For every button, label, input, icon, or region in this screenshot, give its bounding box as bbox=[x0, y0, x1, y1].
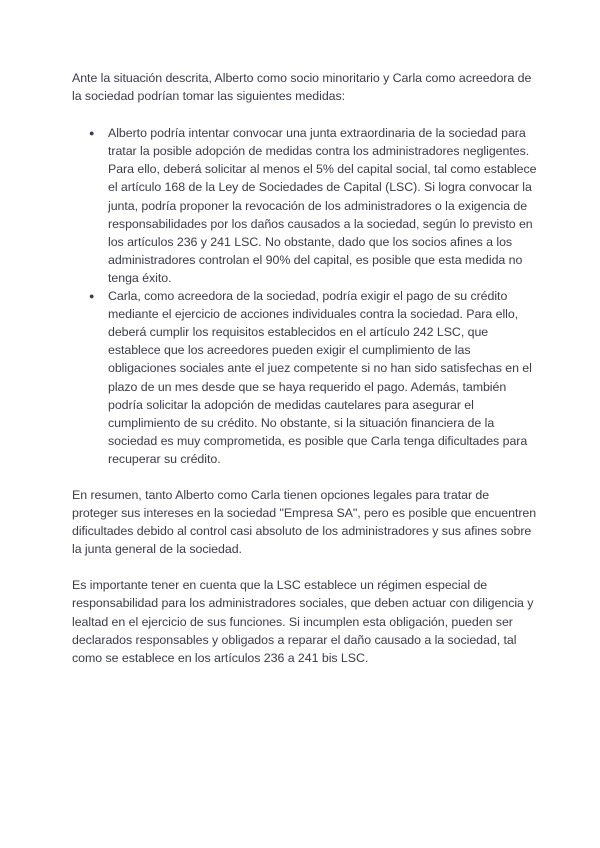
list-item-text: Alberto podría intentar convocar una junta extraordinaria de la sociedad para tratar la posible adopción de medidas contra los administradores negligentes. Para ello, deberá solicitar al menos el 5% del capital social, tal como establece el artículo 168 de la Ley de Sociedades de Capital (LSC). Si logra convocar la junta, podría proponer la revocación de los administradores o la exigencia de responsabilidades por los daños causados a la sociedad, según lo previsto en los artículos 236 y 241 LSC. No obstante, dado que los socios afines a los administradores controlan el 90% del capital, es posible que esta medida no tenga éxito. bbox=[108, 126, 537, 285]
list-item-carla bbox=[72, 287, 538, 468]
bullet-icon: ● bbox=[89, 128, 95, 139]
intro-paragraph: Ante la situación descrita, Alberto como socio minoritario y Carla como acreedora de la sociedad podrían tomar las siguientes medidas: bbox=[72, 71, 532, 104]
list-item-text: Carla, como acreedora de la sociedad, podría exigir el pago de su crédito mediante el ejercicio de acciones individuales contra la sociedad. Para ello, deberá cumplir los requisitos establecidos en el artículo 242 LSC, que establece que los acreedores pueden exigir el cumplimiento de las obligaciones sociales ante el juez competente si no han sido satisfechas en el plazo de un mes desde que se haya requerido el pago. Además, también podría solicitar la adopción de medidas cautelares para asegurar el cumplimiento de su crédito. No obstante, si la situación financiera de la sociedad es muy comprometida, es posible que Carla tenga dificultades para recuperar su crédito. bbox=[108, 289, 532, 466]
document-body bbox=[72, 69, 538, 667]
closing-paragraph: Es importante tener en cuenta que la LSC establece un régimen especial de responsabilidad para los administradores sociales, que deben actuar con diligencia y lealtad en el ejercicio de sus funciones. Si incumplen esta obligación, pueden ser declarados responsables y obligados a reparar el daño causado a la sociedad, tal como se establece en los artículos 236 a 241 bis LSC. bbox=[72, 578, 534, 665]
measures-list bbox=[72, 124, 538, 468]
summary-paragraph: En resumen, tanto Alberto como Carla tienen opciones legales para tratar de proteger sus intereses en la sociedad "Empresa SA", pero es posible que encuentren dificultades debido al control casi absoluto de los administradores y sus afines sobre la junta general de la sociedad. bbox=[72, 487, 537, 557]
list-item-alberto bbox=[72, 124, 538, 287]
bullet-icon: ● bbox=[89, 291, 95, 302]
